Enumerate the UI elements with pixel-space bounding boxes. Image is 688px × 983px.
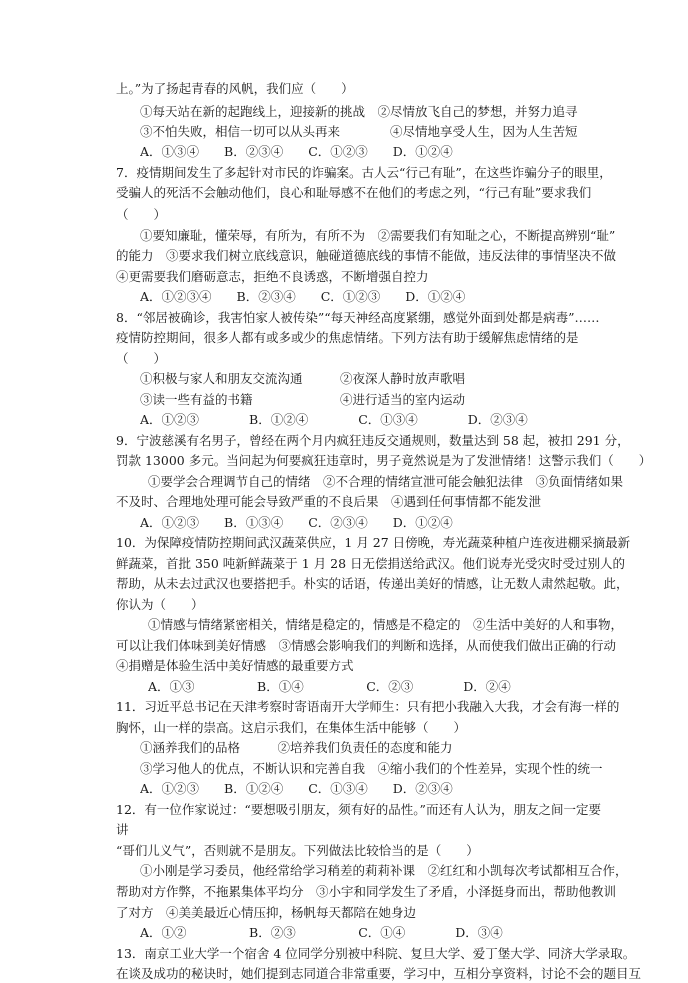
- text-line: A．①②③④ B．②③④ C．①②③ D．①②④: [140, 289, 466, 304]
- text-line: A．①②③ B．①②④ C．①③④ D．②③④: [140, 412, 528, 427]
- text-line: A．①② B．②③ C．①④ D．③④: [140, 925, 503, 940]
- text-line: 7．疫情期间发生了多起针对市民的诈骗案。古人云“行己有耻”，在这些诈骗分子的眼里，: [116, 165, 612, 180]
- text-line: 你认为（ ）: [116, 597, 204, 612]
- text-line: A．①③④ B．②③④ C．①②③ D．①②④: [140, 144, 453, 159]
- text-line: 疫情防控期间，很多人都有或多或少的焦虑情绪。下列方法有助于缓解焦虑情绪的是: [116, 330, 579, 345]
- text-line: ①要知廉耻，懂荣辱，有所为，有所不为 ②需要我们有知耻之心，不断提高辨别“耻”: [140, 228, 616, 243]
- text-line: 鲜蔬菜，首批 350 吨新鲜蔬菜于 1 月 28 日无偿捐送给武汉。他们说寿光受灾时受过别人的: [116, 556, 626, 571]
- text-line: 受骗人的死活不会触动他们，良心和耻辱感不在他们的考虑之列，“行己有耻”要求我们: [116, 185, 592, 200]
- text-line: ④更需要我们磨砺意志，拒绝不良诱惑，不断增强自控力: [116, 269, 429, 284]
- text-line: 9．宁波慈溪有名男子，曾经在两个月内疯狂违反交通规则，数量达到 58 起，被扣 291 分，: [116, 433, 630, 448]
- text-line: 11．习近平总书记在天津考察时寄语南开大学师生：只有把小我融入大我，才会有海一样的: [116, 699, 620, 714]
- text-line: ①积极与家人和朋友交流沟通 ②夜深人静时放声歌唱: [140, 371, 466, 386]
- text-line: ③不怕失败，相信一切可以从头再来 ④尽情地享受人生，因为人生苦短: [140, 124, 578, 139]
- text-line: （ ）: [116, 351, 167, 366]
- text-line: ①情感与情绪紧密相关，情绪是稳定的，情感是不稳定的 ②生活中美好的人和事物，: [148, 617, 624, 632]
- text-line: 帮助，从未去过武汉也要搭把手。朴实的话语，传递出美好的情感，让无数人肃然起敬。此，: [116, 576, 629, 591]
- text-line: 不及时、合理地处理可能会导致严重的不良后果 ④遇到任何事情都不能发泄: [116, 494, 542, 509]
- text-line: ①小刚是学习委员，他经常给学习稍差的莉莉补课 ②红红和小凯每次考试都相互合作，: [140, 863, 628, 878]
- text-line: ③读一些有益的书籍 ④进行适当的室内运动: [140, 392, 466, 407]
- text-line: 13．南京工业大学一个宿舍 4 位同学分别被中科院、复旦大学、爱丁堡大学、同济大学录取。: [116, 946, 636, 961]
- text-line: 8．“邻居被确诊，我害怕家人被传染”“每天神经高度紧绷，感觉外面到处都是病毒”……: [116, 310, 600, 325]
- text-line: 的能力 ③要求我们树立底线意识，触碰道德底线的事情不能做，违反法律的事情坚决不做: [116, 248, 617, 263]
- text-line: 了对方 ④美美最近心情压抑，杨帆每天都陪在她身边: [116, 905, 417, 920]
- text-line: 10．为保障疫情防控期间武汉蔬菜供应，1 月 27 日傍晚，寿光蔬菜种植户连夜进棚采摘最新: [116, 535, 631, 550]
- text-line: ④捐赠是体验生活中美好情感的最重要方式: [116, 658, 354, 673]
- text-line: 胸怀，山一样的崇高。这启示我们，在集体生活中能够（ ）: [116, 720, 467, 735]
- text-line: A．①③ B．①④ C．②③ D．②④: [148, 679, 511, 694]
- text-line: ③学习他人的优点，不断认识和完善自我 ④缩小我们的个性差异，实现个性的统一: [140, 761, 603, 776]
- text-line: 帮助对方作弊，不拖累集体平均分 ③小宇和同学发生了矛盾，小泽挺身而出，帮助他教训: [116, 884, 617, 899]
- text-line: ①每天站在新的起跑线上，迎接新的挑战 ②尽情放飞自己的梦想，并努力追寻: [140, 104, 578, 119]
- text-line: 罚款 13000 多元。当问起为何要疯狂违章时，男子竟然说是为了发泄情绪！这警示我们（ ）: [116, 453, 652, 468]
- text-line: 可以让我们体味到美好情感 ③情感会影响我们的判断和选择，从而使我们做出正确的行动: [116, 638, 617, 653]
- text-line: 12．有一位作家说过：“要想吸引朋友，须有好的品性。”而还有人认为，朋友之间一定要: [116, 802, 601, 817]
- text-line: （ ）: [116, 207, 167, 222]
- text-line: 在谈及成功的秘诀时，她们提到志同道合非常重要，学习中，互相分享资料，讨论不会的题目互: [116, 966, 642, 981]
- text-line: “哥们儿义气”，否则就不是朋友。下列做法比较恰当的是（ ）: [116, 843, 479, 858]
- text-line: 上。”为了扬起青春的风帆，我们应（ ）: [116, 81, 354, 96]
- text-line: 讲: [116, 822, 129, 837]
- text-line: ①涵养我们的品格 ②培养我们负责任的态度和能力: [140, 740, 453, 755]
- text-line: A．①②③ B．①②④ C．①③④ D．②③④: [140, 781, 453, 796]
- text-line: ①要学会合理调节自己的情绪 ②不合理的情绪宣泄可能会触犯法律 ③负面情绪如果: [148, 474, 624, 489]
- text-line: A．①②③ B．①③④ C．②③④ D．①②④: [140, 515, 453, 530]
